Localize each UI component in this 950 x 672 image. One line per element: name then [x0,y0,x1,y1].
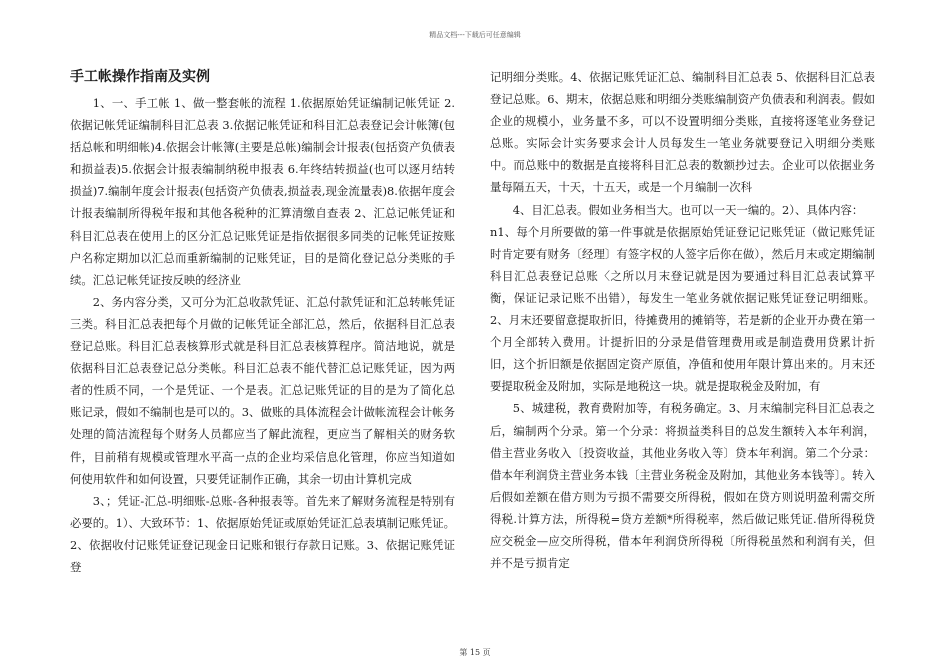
paragraph: n1、每个月所要做的第一件事就是依据原始凭证登记记账凭证（做记账凭证时肯定要有财务〔经理〕有签字权的人签字后你在做），然后月末或定期编制科目汇总表登记总账〈之所以月末登记就是因为要通过科目汇总表试算平衡，保证记录记账不出错），每发生一笔业务就依据记账凭证登记明细账。2、月末还要留意提取折旧，待摊费用的摊销等，若是新的企业开办费在第一个月全部转入费用。计提折旧的分录是借管理费用或是制造费用贷累计折旧，这个折旧额是依据固定资产原值，净值和使用年限计算出来的。月末还要提取税金及附加，实际是地税这一块。就是提取税金及附加，有 [490,224,875,394]
paragraph: 5、城建税，教育费附加等，有税务确定。3、月末编制完科目汇总表之后，编制两个分录。第一个分录：将损益类科目的总发生额转入本年利润，借主营业务收入〔投资收益，其他业务收入等〕贷本年利润。第二个分录：借本年利润贷主营业务本钱〔主营业务税金及附加，其他业务本钱等〕。转入后假如差额在借方则为亏损不需要交所得税，假如在贷方则说明盈利需交所得税.计算方法，所得税=贷方差额*所得税率，然后做记账凭证.借所得税贷应交税金—应交所得税，借本年利润贷所得税〔所得税虽然和利润有关，但并不是亏损肯定 [490,401,875,571]
right-column [490,66,875,574]
page-number: 第 15 页 [459,648,491,657]
paragraph: 2、务内容分类，又可分为汇总收款凭证、汇总付款凭证和汇总转帐凭证三类。科目汇总表把每个月做的记帐凭证全部汇总，然后，依据科目汇总表登记总账。科目汇总表核算形式就是科目汇总表核算程序。简洁地说，就是依据科目汇总表登记总分类帐。科目汇总表不能代替汇总记账凭证，因为两者的性质不同，一个是凭证、一个是表。汇总记账凭证的目的是为了简化总账记录，假如不编制也是可以的。3、做账的具体流程会计做帐流程会计帐务处理的简洁流程每个财务人员都应当了解此流程，更应当了解相关的财务软件，目前稍有规模或管理水平高一点的企业均采信息化管理，你应当知道如何使用软件和如何设置，只要凭证制作正确，其余一切由计算机完成 [70,294,455,486]
left-column [70,66,455,578]
paragraph: 1、一、手工帐 1、做一整套帐的流程 1.依据原始凭证编制记帐凭证 2.依据记帐凭证编制科目汇总表 3.依据记帐凭证和科目汇总表登记会计帐簿(包括总帐和明细帐)4.依据会计帐簿(主要是总帐)编制会计报表(包括资产负债表和损益表)5.依据会计报表编制纳税申报表 6.年终结转损益(也可以逐月结转损益)7.编制年度会计报表(包括资产负债表,损益表,现金流量表)8.依据年度会计报表编制所得税年报和其他各税种的汇算清缴自查表 2、汇总记帐凭证和科目汇总表在使用上的区分汇总记账凭证是指依据很多同类的记帐凭证按账户名称定期加以汇总而重新编制的记账凭证，目的是简化登记总分类账的手续。汇总记帐凭证按反映的经济业 [70,96,455,287]
paragraph: 4、目汇总表。假如业务相当大。也可以一天一编的。2）、具体内容： [512,202,864,217]
paragraph: 3、；凭证-汇总-明细账-总账-各种报表等。首先来了解财务流程是特别有必要的。1）、大致环节：1、依据原始凭证或原始凭证汇总表填制记账凭证。2、依据收付记账凭证登记现金日记账和银行存款日记账。3、依据记账凭证登 [70,493,455,574]
page-header: 精品文档---下载后可任意编辑 [429,31,521,39]
paragraph: 记明细分类账。4、依据记账凭证汇总、编制科目汇总表 5、依据科目汇总表登记总账。6、期末，依据总账和明细分类账编制资产负债表和利润表。假如企业的规模小，业务量不多，可以不设置明细分类账，直接将逐笔业务登记总账。实际会计实务要求会计人员每发生一笔业务就要登记入明细分类账中。而总账中的数据是直接将科目汇总表的数额抄过去。企业可以依据业务量每隔五天，十天，十五天，或是一个月编制一次科 [490,70,875,195]
document-title: 手工帐操作指南及实例 [70,69,210,85]
